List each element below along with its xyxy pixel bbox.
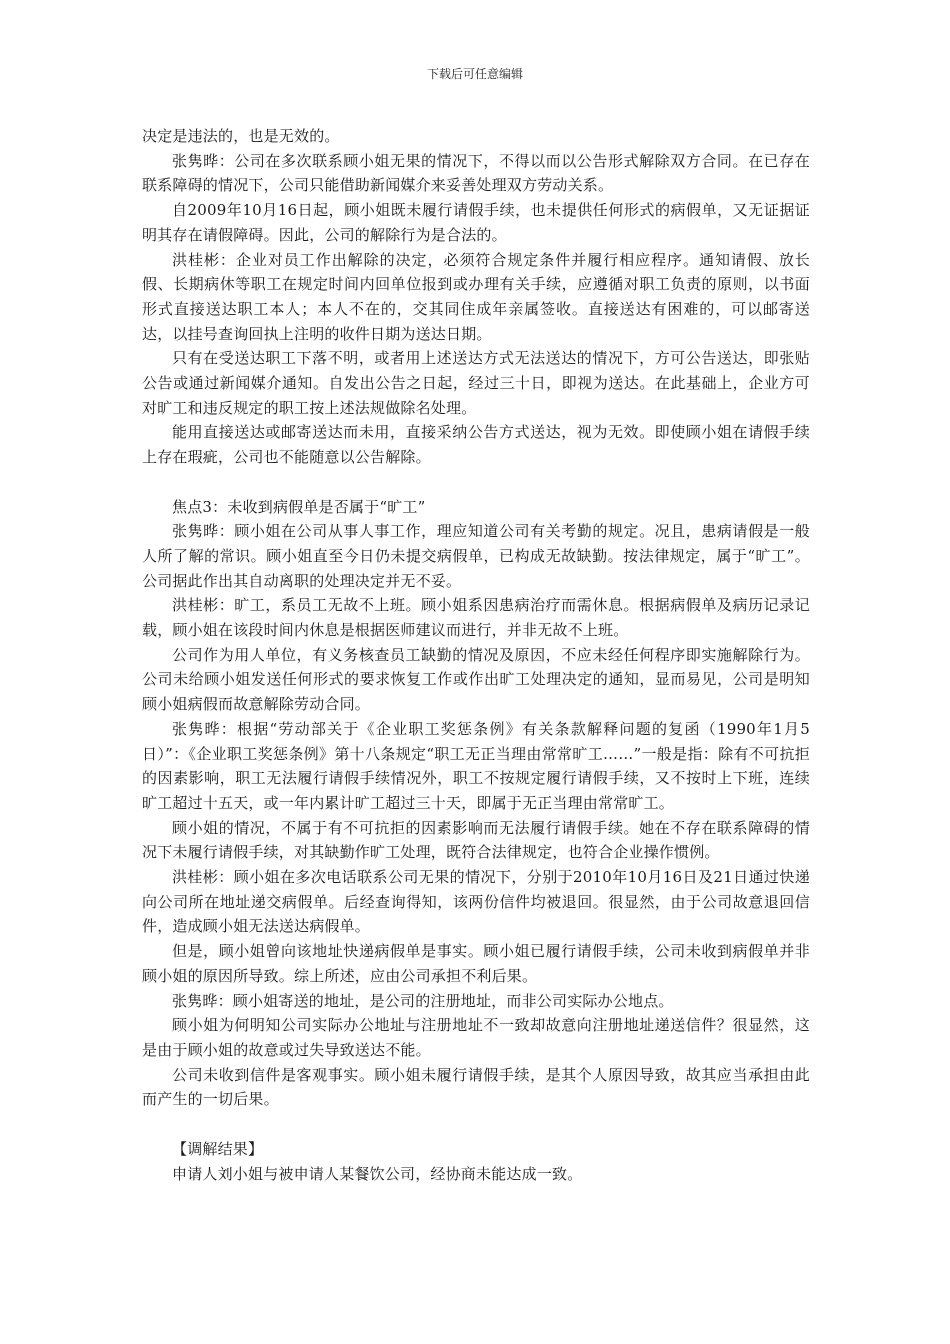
paragraph: 决定是违法的，也是无效的。	[142, 127, 340, 145]
paragraph: 张隽晔：公司在多次联系顾小姐无果的情况下，不得以而以公告形式解除双方合同。在已存在联系障碍的情况下，公司只能借助新闻媒介来妥善处理双方劳动关系。	[142, 151, 810, 195]
page-header: 下载后可任意编辑	[426, 67, 523, 81]
paragraph: 能用直接送达或邮寄送达而未用，直接采纳公告方式送达，视为无效。即使顾小姐在请假手续上存在瑕疵，公司也不能随意以公告解除。	[142, 423, 810, 467]
paragraph-spacer	[142, 1112, 810, 1137]
paragraph: 只有在受送达职工下落不明，或者用上述送达方式无法送达的情况下，方可公告送达，即张贴公告或通过新闻媒介通知。自发出公告之日起，经过三十日，即视为送达。在此基础上，企业方可对旷工和违反规定的职工按上述法规做除名处理。	[142, 349, 810, 417]
paragraph: 顾小姐的情况，不属于有不可抗拒的因素影响而无法履行请假手续。她在不存在联系障碍的情况下未履行请假手续，对其缺勤作旷工处理，既符合法律规定，也符合企业操作惯例。	[142, 818, 810, 862]
paragraph-spacer	[142, 470, 810, 495]
paragraph: 张隽晔：根据“劳动部关于《企业职工奖惩条例》有关条款解释问题的复函（1990年1月5日）”：《企业职工奖惩条例》第十八条规定“职工无正当理由常常旷工……”一般是指：除有不可抗拒的因素影响，职工无法履行请假手续情况外，职工不按规定履行请假手续，又不按时上下班，连续旷工超过十五天，或一年内累计旷工超过三十天，即属于无正当理由常常旷工。	[142, 719, 810, 812]
paragraph: 公司未收到信件是客观事实。顾小姐未履行请假手续，是其个人原因导致，故其应当承担由此而产生的一切后果。	[142, 1065, 810, 1109]
paragraph: 洪桂彬：企业对员工作出解除的决定，必须符合规定条件并履行相应程序。通知请假、放长假、长期病休等职工在规定时间内回单位报到或办理有关手续，应遵循对职工负责的原则，以书面形式直接送达职工本人；本人不在的，交其同住成年亲属签收。直接送达有困难的，可以邮寄送达，以挂号查询回执上注明的收件日期为送达日期。	[142, 250, 810, 343]
paragraph: 自2009年10月16日起，顾小姐既未履行请假手续，也未提供任何形式的病假单，又无证据证明其存在请假障碍。因此，公司的解除行为是合法的。	[142, 201, 810, 244]
paragraph: 洪桂彬：旷工，系员工无故不上班。顾小姐系因患病治疗而需休息。根据病假单及病历记录记载，顾小姐在该段时间内休息是根据医师建议而进行，并非无故不上班。	[142, 596, 810, 640]
paragraph: 顾小姐为何明知公司实际办公地址与注册地址不一致却故意向注册地址递送信件？很显然，这是由于顾小姐的故意或过失导致送达不能。	[142, 1016, 810, 1059]
paragraph: 【调解结果】	[172, 1139, 264, 1158]
paragraph: 焦点3：未收到病假单是否属于“旷工”	[172, 497, 426, 516]
paragraph: 公司作为用人单位，有义务核查员工缺勤的情况及原因，不应未经任何程序即实施解除行为。公司未给顾小姐发送任何形式的要求恢复工作或作出旷工处理决定的通知，显而易见，公司是明知顾小姐病假而故意解除劳动合同。	[142, 645, 810, 714]
paragraph: 张隽晔：顾小姐在公司从事人事工作，理应知道公司有关考勤的规定。况且，患病请假是一般人所了解的常识。顾小姐直至今日仍未提交病假单，已构成无故缺勤。按法律规定，属于“旷工”。公司据此作出其自动离职的处理决定并无不妥。	[142, 522, 810, 590]
document-body	[142, 124, 810, 1186]
paragraph: 张隽晔：顾小姐寄送的地址，是公司的注册地址，而非公司实际办公地点。	[172, 991, 674, 1010]
paragraph: 申请人刘小姐与被申请人某餐饮公司，经协商未能达成一致。	[172, 1164, 583, 1183]
paragraph: 但是，顾小姐曾向该地址快递病假单是事实。顾小姐已履行请假手续，公司未收到病假单并非顾小姐的原因所导致。综上所述，应由公司承担不利后果。	[142, 942, 810, 985]
paragraph: 洪桂彬：顾小姐在多次电话联系公司无果的情况下，分别于2010年10月16日及21日通过快递向公司所在地址递交病假单。后经查询得知，该两份信件均被退回。很显然，由于公司故意退回信件，造成顾小姐无法送达病假单。	[142, 868, 810, 936]
